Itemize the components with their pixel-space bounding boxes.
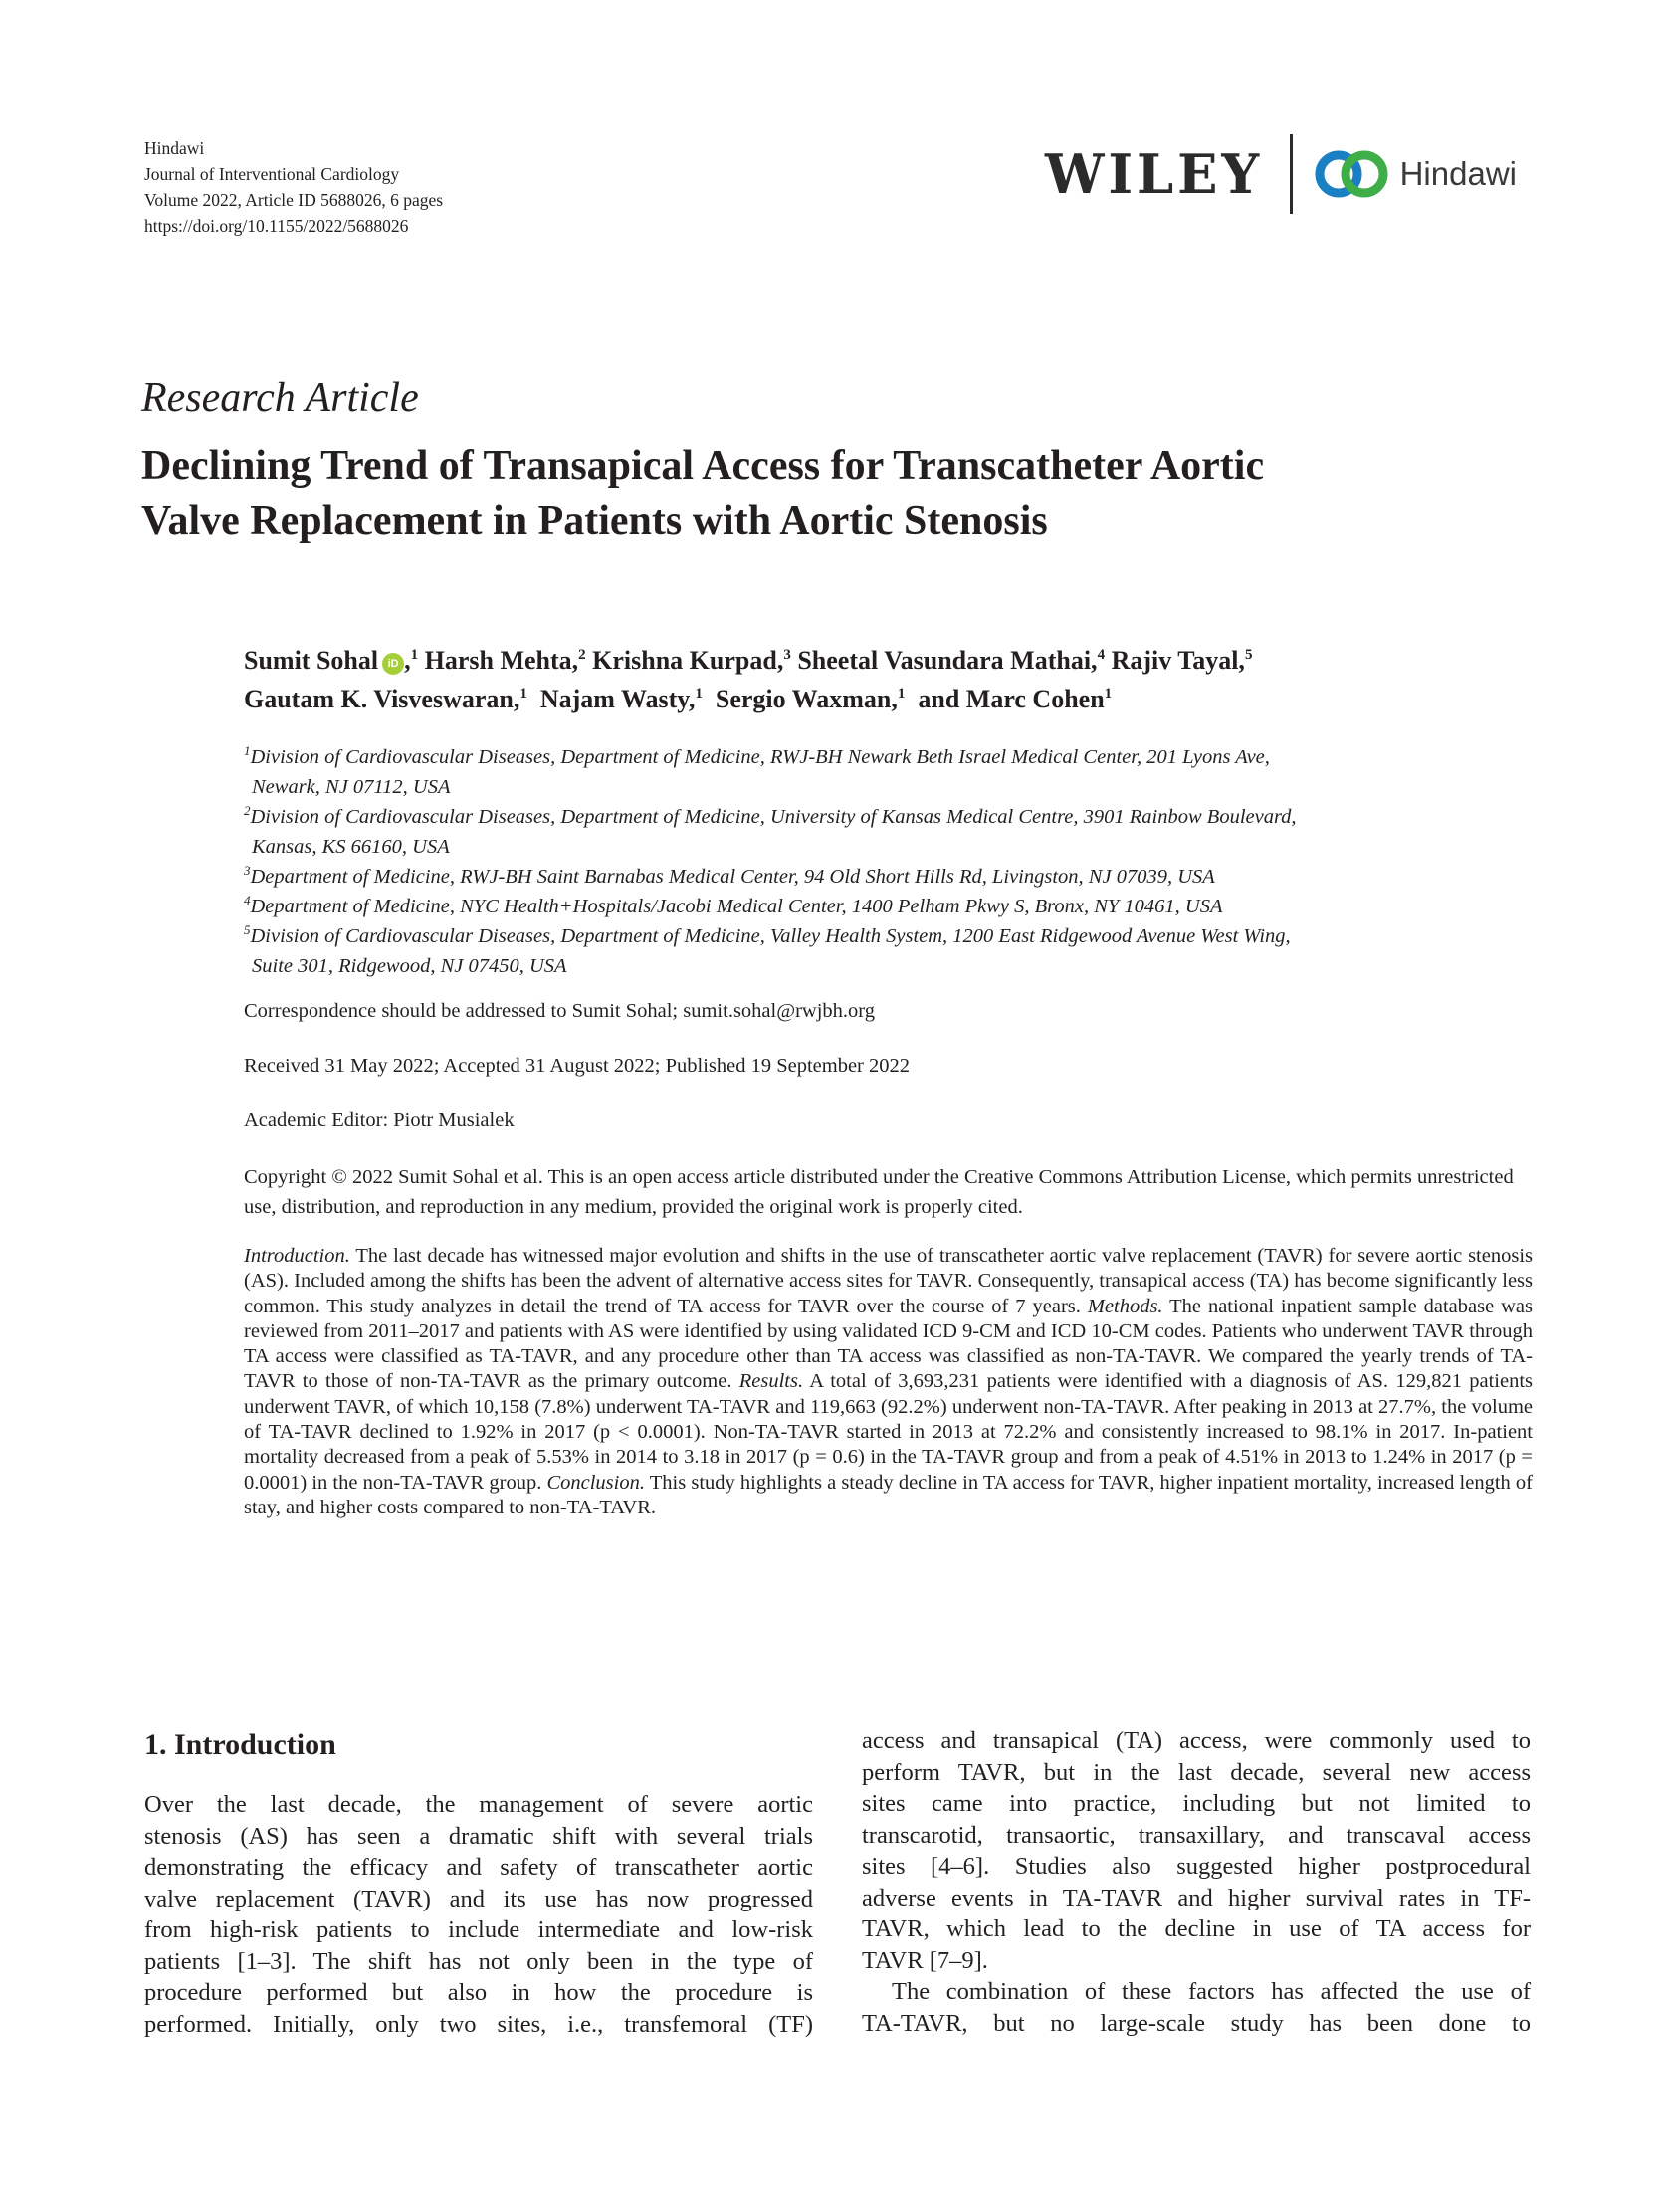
hindawi-logo-icon <box>1315 148 1388 200</box>
body-column-left <box>144 1789 813 2040</box>
wiley-logo: WILEY <box>1045 142 1264 206</box>
author-list <box>244 641 1252 718</box>
body-line: sites came into practice, including but not limited to <box>862 1790 1531 1817</box>
author-line: Sumit Sohal iD ,$^1$ Harsh Mehta,$^2$ Krishna Kurpad,$^3$ Sheetal Vasundara Mathai,$^4$ Rajiv Tayal,$^5$ <box>244 646 1253 675</box>
body-line: The combination of these factors has affected the use of <box>892 1978 1531 2005</box>
abstract-methods-label: Methods. <box>1087 1295 1163 1317</box>
publisher-name: Hindawi <box>144 138 205 158</box>
affiliation-number: 4 <box>244 893 251 907</box>
body-line: from high-risk patients to include intermediate and low-risk <box>144 1916 813 1943</box>
academic-editor: Academic Editor: Piotr Musialek <box>244 1109 515 1131</box>
body-line: adverse events in TA-TAVR and higher survival rates in TF- <box>862 1884 1531 1911</box>
affiliation-number: 5 <box>244 922 251 937</box>
body-line: TAVR, which lead to the decline in use of TA access for <box>862 1915 1531 1942</box>
body-line: sites [4–6]. Studies also suggested higher postprocedural <box>862 1853 1531 1880</box>
author-sup: 1 <box>897 686 906 702</box>
author-sup: 1 <box>695 686 703 702</box>
body-line: perform TAVR, but in the last decade, several new access <box>862 1758 1531 1786</box>
body-line: Over the last decade, the management of severe aortic <box>144 1791 813 1818</box>
author-sup: 5 <box>1244 647 1253 663</box>
author-name[interactable]: Sumit Sohal <box>244 646 379 675</box>
author-name[interactable]: Sergio Waxman, <box>715 685 898 713</box>
affiliation-line: Suite 301, Ridgewood, NJ 07450, USA <box>252 955 567 977</box>
doi-link[interactable]: https://doi.org/10.1155/2022/5688026 <box>144 216 409 236</box>
author-name[interactable]: Sheetal Vasundara Mathai, <box>797 646 1098 675</box>
abstract-results-text: A total of 3,693,231 patients were identified with a diagnosis of AS. 129,821 patients underwent TAVR, of which 10,158 (7.8%) underwent TA-TAVR and 119,663 (92.2%) underwent non-TA-TAVR. After peaking in 2013 at 27.7%, the volume of TA-TAVR declined to 1.92% in 2017 (p < 0.0001). Non-TA-TAVR started in 2013 at 72.2% and consistently increased to 98.1% in 2017. In-patient mortality decreased from a peak of 5.53% in 2014 to 3.18 in 2017 (p = 0.6) in the TA-TAVR group and from a peak of 4.51% in 2013 to 1.24% in 2017 (p = 0.0001) in the non-TA-TAVR group. <box>244 1370 1533 1494</box>
affiliation-line <box>244 862 1557 892</box>
body-line: procedure performed but also in how the procedure is <box>144 1979 813 2006</box>
body-line: performed. Initially, only two sites, i.e., transfemoral (TF) <box>144 2010 813 2038</box>
affiliation-text: Department of Medicine, NYC Health+Hospitals/Jacobi Medical Center, 1400 Pelham Pkwy S, Bronx, NY 10461, USA <box>250 896 1223 917</box>
body-column-right <box>862 1725 1531 2039</box>
affiliation-line <box>244 742 1557 772</box>
author-name[interactable]: Najam Wasty, <box>539 685 696 713</box>
affiliation-line <box>244 921 1557 951</box>
logo-divider <box>1290 134 1293 214</box>
affiliation-number: 2 <box>244 803 251 818</box>
abstract-intro-text: The last decade has witnessed major evolution and shifts in the use of transcatheter aortic valve replacement (TAVR) for severe aortic stenosis (AS). Included among the shifts has been the advent of alternative access sites for TAVR. Consequently, transapical access (TA) has become significantly less common. This study analyzes in detail the trend of TA access for TAVR over the course of 7 years. <box>244 1245 1533 1317</box>
author-name[interactable]: Krishna Kurpad, <box>592 646 784 675</box>
article-type: Research Article <box>141 375 419 421</box>
body-line: TA-TAVR, but no large-scale study has been done to <box>862 2009 1531 2037</box>
body-line: stenosis (AS) has seen a dramatic shift with several trials <box>144 1822 813 1850</box>
affiliation-text: Department of Medicine, RWJ-BH Saint Barnabas Medical Center, 94 Old Short Hills Rd, Livingston, NJ 07039, USA <box>250 866 1215 888</box>
hindawi-logo-text: Hindawi <box>1399 155 1517 192</box>
author-name[interactable]: and Marc Cohen <box>918 685 1105 713</box>
author-name[interactable]: Rajiv Tayal, <box>1111 646 1245 675</box>
affiliation-text: Division of Cardiovascular Diseases, Department of Medicine, Valley Health System, 1200 East Ridgewood Avenue West Wing, <box>250 925 1291 947</box>
affiliation-line: Newark, NJ 07112, USA <box>252 776 451 798</box>
body-line: access and transapical (TA) access, were commonly used to <box>862 1727 1531 1754</box>
author-sup: 1 <box>519 686 527 702</box>
author-name[interactable]: Gautam K. Visveswaran, <box>244 685 520 713</box>
author-sup: 4 <box>1097 647 1106 663</box>
article-title <box>141 438 1555 549</box>
abstract-methods-text: The national inpatient sample database was reviewed from 2011–2017 and patients with AS were identified by using validated ICD 9-CM and ICD 10-CM codes. Patients who underwent TAVR through TA access were classified as TA-TAVR, and any procedure other than TA access was classified as non-TA-TAVR. We compared the yearly trends of TA-TAVR to those of non-TA-TAVR as the primary outcome. <box>244 1295 1533 1393</box>
body-line: valve replacement (TAVR) and its use has now progressed <box>144 1885 813 1912</box>
abstract-results-label: Results. <box>738 1370 804 1393</box>
section-heading: 1. Introduction <box>144 1728 336 1761</box>
correspondence: Correspondence should be addressed to Sumit Sohal; sumit.sohal@rwjbh.org <box>244 1000 875 1022</box>
affiliation-line <box>244 892 1557 921</box>
title-line: Declining Trend of Transapical Access for Transcatheter Aortic <box>141 443 1265 489</box>
affiliation-number: 3 <box>244 863 251 878</box>
author-sup: 1 <box>410 647 419 663</box>
author-sup: 1 <box>1104 686 1113 702</box>
journal-name: Journal of Interventional Cardiology <box>144 164 400 184</box>
journal-info <box>144 135 443 239</box>
affiliation-line <box>244 802 1557 832</box>
publisher-logos <box>1045 134 1517 214</box>
affiliation-text: Division of Cardiovascular Diseases, Department of Medicine, RWJ-BH Newark Beth Israel Medical Center, 201 Lyons Ave, <box>250 746 1270 768</box>
publication-dates: Received 31 May 2022; Accepted 31 August 2022; Published 19 September 2022 <box>244 1055 911 1077</box>
abstract-conclusion-label: Conclusion. <box>546 1471 645 1494</box>
body-line: TAVR [7–9]. <box>862 1946 988 1974</box>
author-line <box>244 680 1252 718</box>
body-line: demonstrating the efficacy and safety of transcatheter aortic <box>144 1854 813 1881</box>
body-line: patients [1–3]. The shift has not only been in the type of <box>144 1947 813 1975</box>
body-line: transcarotid, transaortic, transaxillary, and transcaval access <box>862 1821 1531 1849</box>
affiliation-number: 1 <box>244 743 251 758</box>
volume-info: Volume 2022, Article ID 5688026, 6 pages <box>144 190 444 210</box>
abstract <box>244 1244 1533 1520</box>
affiliations <box>244 742 1557 981</box>
author-sup: 3 <box>783 647 791 663</box>
orcid-icon[interactable]: iD <box>382 653 404 675</box>
copyright-notice: Copyright © 2022 Sumit Sohal et al. This is an open access article distributed under the Creative Commons Attribution License, which permits unrestricted use, distribution, and reproduction in any medium, provided the original work is properly cited. <box>244 1166 1514 1218</box>
abstract-intro-label: Introduction. <box>244 1245 350 1267</box>
affiliation-text: Division of Cardiovascular Diseases, Department of Medicine, University of Kansas Medical Centre, 3901 Rainbow Boulevard, <box>250 806 1297 828</box>
title-line: Valve Replacement in Patients with Aortic Stenosis <box>141 499 1048 544</box>
author-name[interactable]: Harsh Mehta, <box>424 646 579 675</box>
abstract-conclusion-text: This study highlights a steady decline in TA access for TAVR, higher inpatient mortality, increased length of stay, and higher costs compared to non-TA-TAVR. <box>244 1471 1533 1518</box>
affiliation-line: Kansas, KS 66160, USA <box>252 836 450 858</box>
author-sup: 2 <box>578 647 586 663</box>
